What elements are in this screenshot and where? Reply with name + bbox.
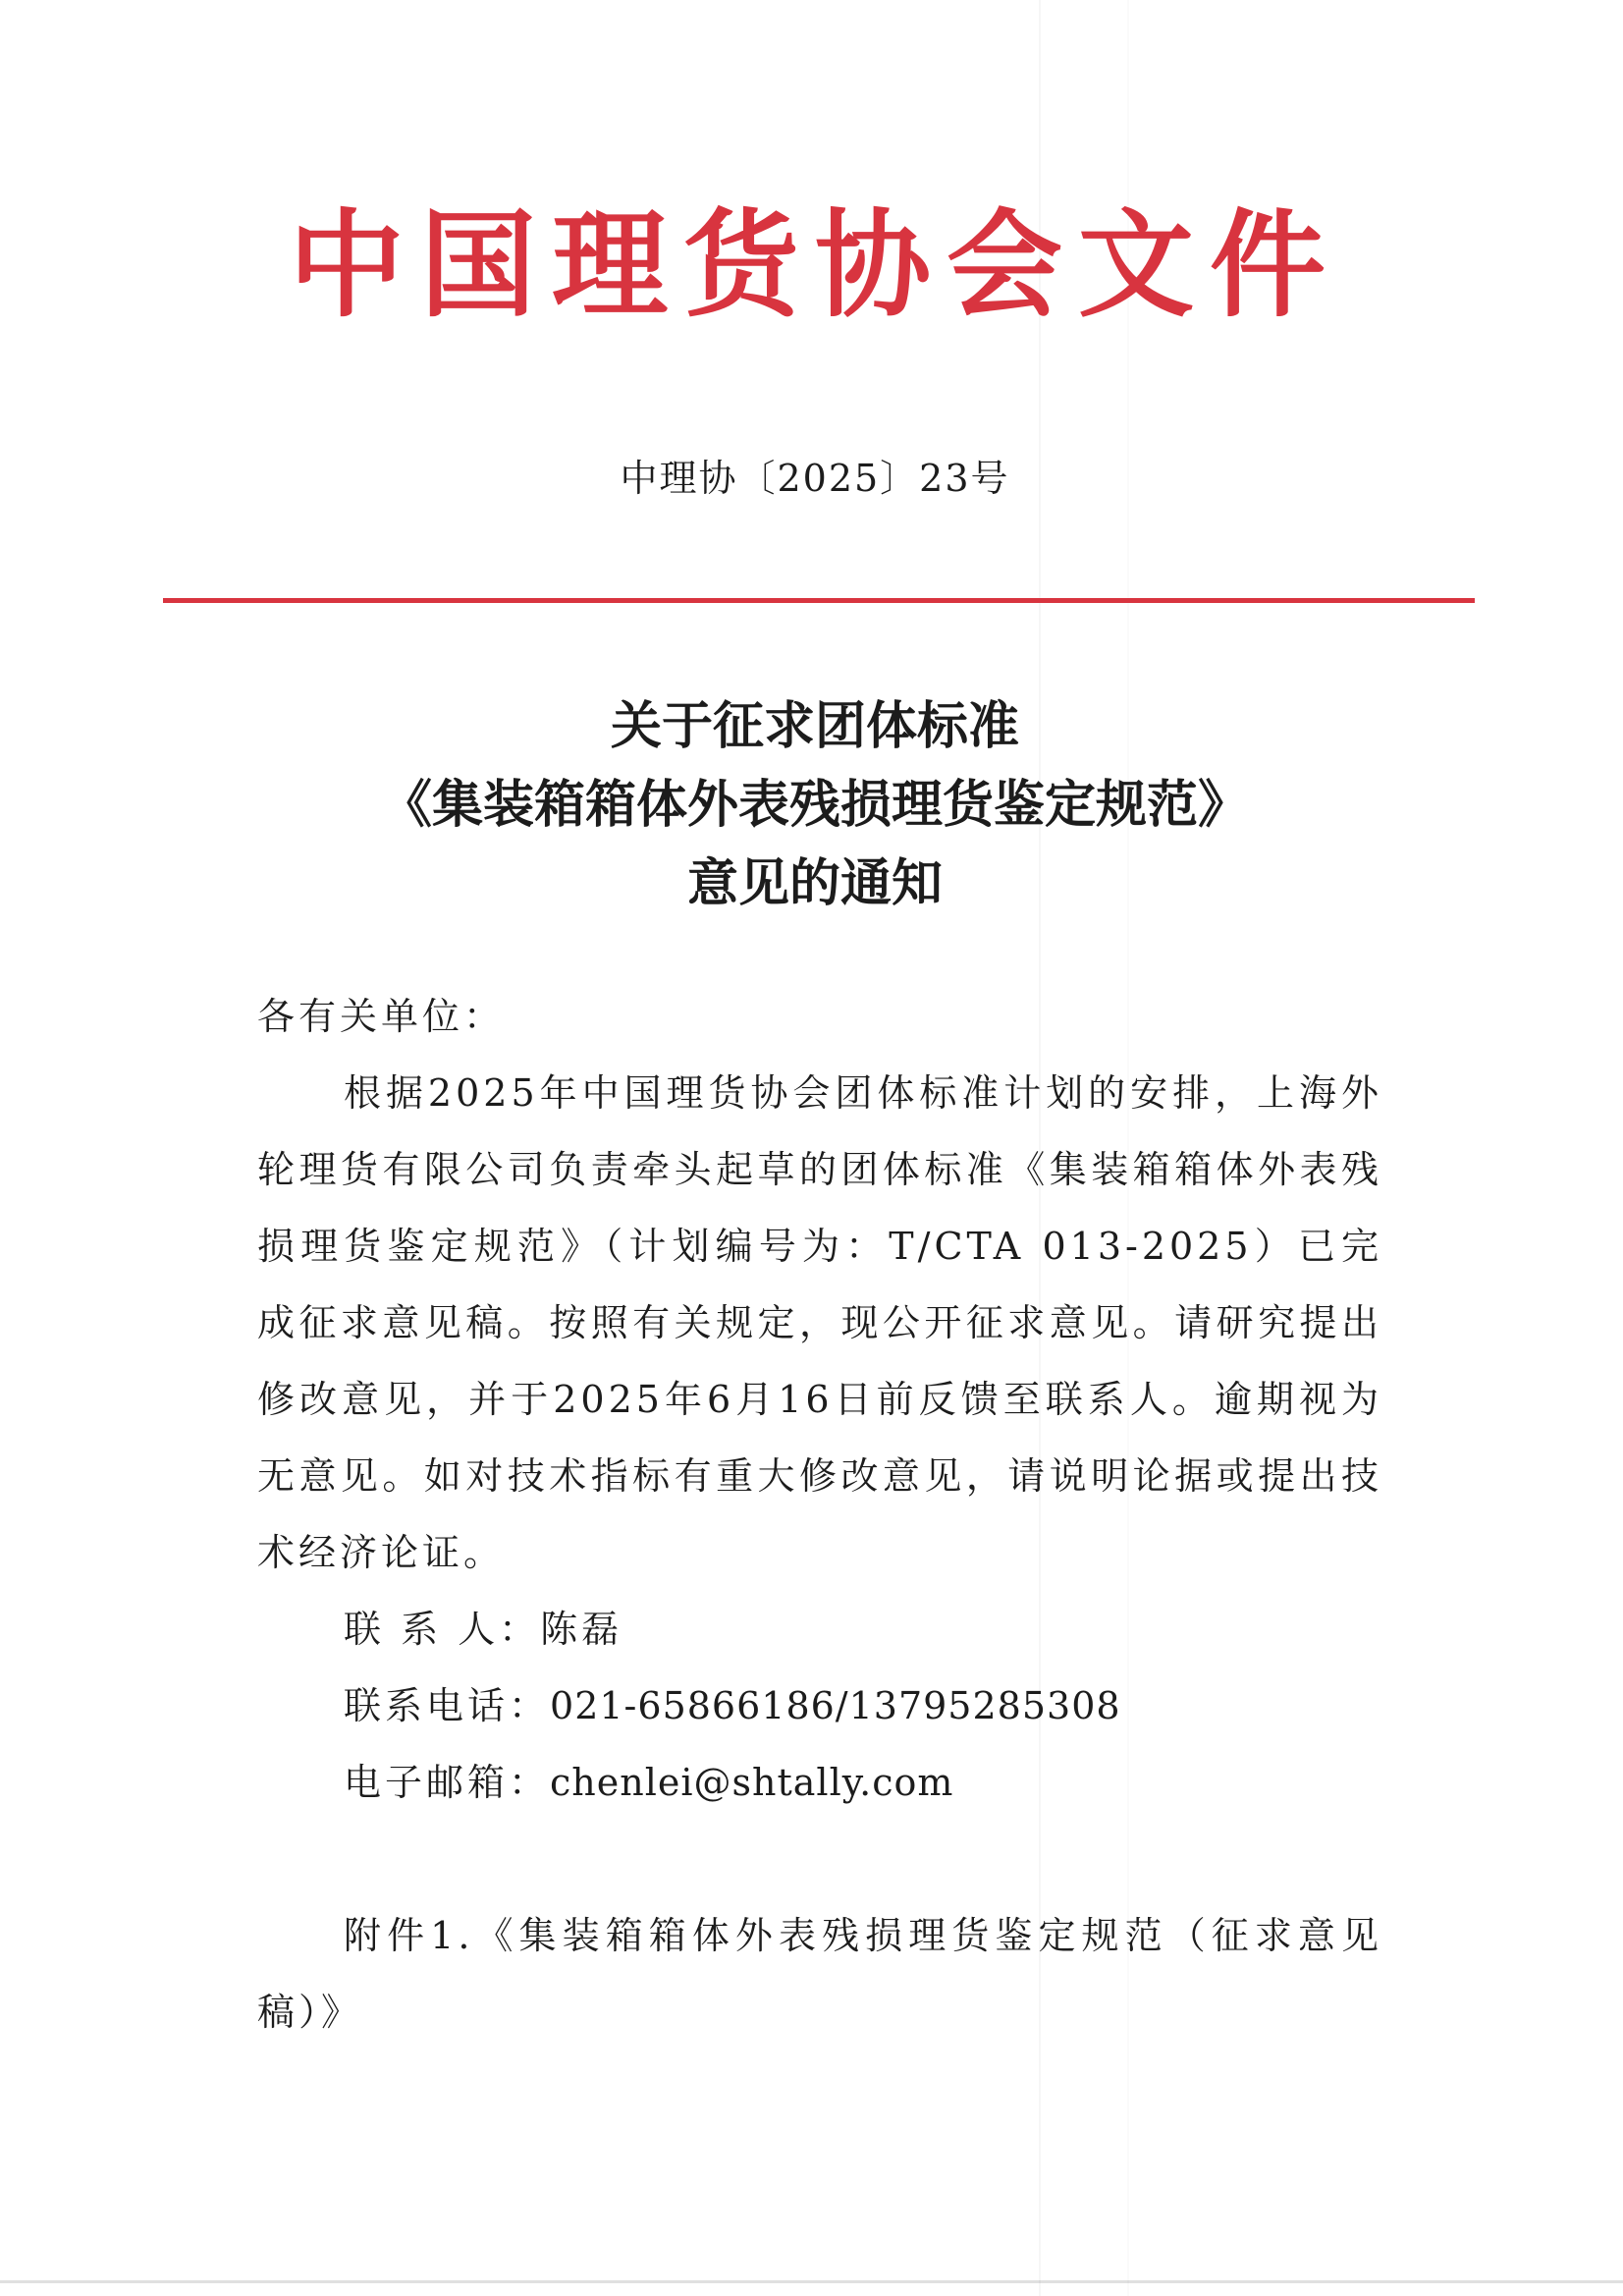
- contact-phone-label: 联系电话：: [344, 1684, 551, 1727]
- contact-email-address: chenlei@shtally.com: [550, 1761, 954, 1804]
- salutation: 各有关单位：: [257, 995, 506, 1038]
- document-number: 中理协〔2025〕23号: [620, 457, 1010, 500]
- notice-title: [236, 687, 1394, 923]
- org-header-title: 中国理货协会文件: [288, 196, 1341, 333]
- main-paragraph: 根据2025年中国理货协会团体标准计划的安排，上海外轮理货有限公司负责牵头起草的团体标准《集装箱箱体外表残损理货鉴定规范》（计划编号为：T/CTA 013-2025）已完成征求意见稿。按照有关规定，现公开征求意见。请研究提出修改意见，并于2025年6月16日前反馈至联系人。逾期视为无意见。如对技术指标有重大修改意见，请说明论据或提出技术经济论证。: [257, 1071, 1382, 1574]
- contact-phone-number: 021-65866186/13795285308: [550, 1684, 1121, 1727]
- contact-phone-line: [257, 1667, 1382, 1744]
- notice-title-line-3: 意见的通知: [686, 854, 943, 913]
- notice-body: [257, 978, 1382, 2050]
- notice-title-line-2: 《集装箱箱体外表残损理货鉴定规范》: [380, 776, 1249, 835]
- scan-bottom-edge: [0, 2280, 1623, 2283]
- contact-person-label: 联 系 人：: [344, 1608, 541, 1651]
- contact-person-line: [257, 1591, 1382, 1667]
- red-divider-rule: [163, 598, 1475, 603]
- contact-person-name: 陈磊: [540, 1608, 623, 1651]
- contact-email-label: 电子邮箱：: [344, 1761, 551, 1804]
- notice-title-line-1: 关于征求团体标准: [610, 697, 1019, 756]
- attachment-line: 附件1.《集装箱箱体外表残损理货鉴定规范（征求意见稿）》: [257, 1914, 1382, 2034]
- contact-email-line: [257, 1744, 1382, 1821]
